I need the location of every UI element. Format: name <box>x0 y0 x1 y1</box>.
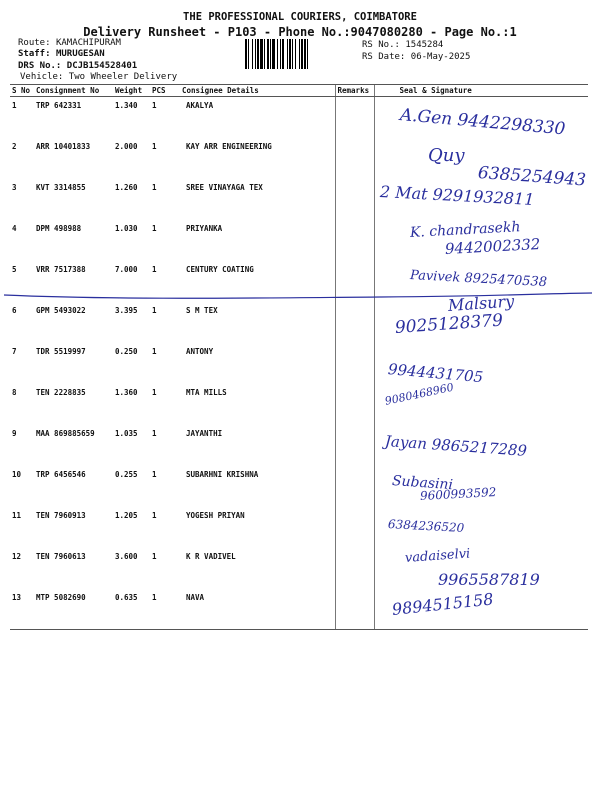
row-pcs: 1 <box>152 470 157 479</box>
col-consignee: Consignee Details <box>180 85 335 97</box>
row-pcs: 1 <box>152 347 157 356</box>
signature-11: 6384236520 <box>387 517 465 535</box>
signature-12-phone: 9965587819 <box>438 570 540 589</box>
row-sno: 7 <box>12 347 17 356</box>
signature-10-phone: 9600993592 <box>419 485 497 503</box>
row-consignee: SUBARHNI KRISHNA <box>186 470 259 479</box>
row-weight: 0.250 <box>115 347 138 356</box>
row-sno: 3 <box>12 183 17 192</box>
signature-9: Jayan 9865217289 <box>384 432 528 460</box>
signature-6: Malsury <box>447 291 515 315</box>
row-weight: 1.205 <box>115 511 138 520</box>
row-weight: 2.000 <box>115 142 138 151</box>
row-consignment-no: KVT 3314855 <box>36 183 86 192</box>
col-sno: S No <box>10 85 34 97</box>
signature-7: 9944431705 <box>387 360 484 387</box>
signature-4: K. chandrasekh <box>409 219 521 241</box>
row-consignee: YOGESH PRIYAN <box>186 511 245 520</box>
row-consignee: ANTONY <box>186 347 214 356</box>
signature-13: 9894515158 <box>391 589 495 619</box>
company-name: THE PROFESSIONAL COURIERS, COIMBATORE <box>183 11 417 23</box>
rs-date-value: 06-May-2025 <box>410 52 471 62</box>
signature-10: Subasini <box>391 473 454 494</box>
signature-2-phone: 6385254943 <box>477 163 587 191</box>
route-label: Route: <box>18 38 51 48</box>
signature-4-phone: 9442002332 <box>444 235 541 258</box>
row-consignee: MTA MILLS <box>186 388 227 397</box>
row-pcs: 1 <box>152 265 157 274</box>
signature-6-phone: 9025128379 <box>394 310 504 338</box>
signature-5: Pavivek 8925470538 <box>409 268 548 291</box>
row-weight: 3.600 <box>115 552 138 561</box>
row-weight: 1.340 <box>115 101 138 110</box>
row-pcs: 1 <box>152 142 157 151</box>
row-consignment-no: TRP 642331 <box>36 101 82 110</box>
row-consignee: CENTURY COATING <box>186 265 254 274</box>
rs-no-label: RS No.: <box>362 40 400 50</box>
row-pcs: 1 <box>152 306 157 315</box>
signature-8: 9080468960 <box>383 380 455 408</box>
col-weight: Weight <box>113 85 150 97</box>
vehicle-label: Vehicle: <box>20 72 64 82</box>
row-consignment-no: TDR 5519997 <box>36 347 86 356</box>
row-pcs: 1 <box>152 101 157 110</box>
row-consignee: S M TEX <box>186 306 218 315</box>
row-sno: 5 <box>12 265 17 274</box>
row-consignment-no: TRP 6456546 <box>36 470 86 479</box>
row-consignee: K R VADIVEL <box>186 552 236 561</box>
row-sno: 11 <box>12 511 22 520</box>
row-sno: 2 <box>12 142 17 151</box>
row-consignee: NAVA <box>186 593 205 602</box>
row-consignment-no: ARR 10401833 <box>36 142 91 151</box>
col-consignment: Consignment No <box>34 85 113 97</box>
row-consignment-no: DPM 498988 <box>36 224 82 233</box>
row-sno: 6 <box>12 306 17 315</box>
row-sno: 1 <box>12 101 17 110</box>
row-consignment-no: MAA 869885659 <box>36 429 95 438</box>
row-weight: 0.635 <box>115 593 138 602</box>
row-consignment-no: MTP 5082690 <box>36 593 86 602</box>
row-pcs: 1 <box>152 511 157 520</box>
signature-3: 2 Mat 9291932811 <box>379 182 535 210</box>
drs-label: DRS No.: <box>18 61 62 71</box>
row-consignee: SREE VINAYAGA TEX <box>186 183 263 192</box>
staff-label: Staff: <box>18 49 51 59</box>
row-consignment-no: GPM 5493022 <box>36 306 86 315</box>
row-sno: 4 <box>12 224 17 233</box>
signature-12: vadaiselvi <box>404 546 471 566</box>
row-weight: 1.260 <box>115 183 138 192</box>
rs-date-label: RS Date: <box>362 52 406 62</box>
row-sno: 8 <box>12 388 17 397</box>
row-weight: 1.360 <box>115 388 138 397</box>
col-remarks: Remarks <box>335 85 374 97</box>
signature-2: Quy <box>428 145 465 166</box>
drs-value: DCJB154528401 <box>66 61 138 71</box>
row-sno: 13 <box>12 593 22 602</box>
row-consignee: KAY ARR ENGINEERING <box>186 142 272 151</box>
row-pcs: 1 <box>152 183 157 192</box>
row-weight: 3.395 <box>115 306 138 315</box>
row-pcs: 1 <box>152 224 157 233</box>
row-consignment-no: TEN 7960613 <box>36 552 86 561</box>
row-consignment-no: TEN 2228835 <box>36 388 86 397</box>
row-consignment-no: VRR 7517388 <box>36 265 86 274</box>
row-sno: 12 <box>12 552 22 561</box>
row-weight: 1.030 <box>115 224 138 233</box>
route-value: KAMACHIPURAM <box>55 38 121 48</box>
row-sno: 9 <box>12 429 17 438</box>
row-consignee: PRIYANKA <box>186 224 223 233</box>
row-weight: 0.255 <box>115 470 138 479</box>
row-pcs: 1 <box>152 593 157 602</box>
col-pcs: PCS <box>150 85 180 97</box>
vehicle-value: Two Wheeler Delivery <box>68 72 178 82</box>
col-seal-signature: Seal & Signature <box>374 85 588 97</box>
row-weight: 7.000 <box>115 265 138 274</box>
row-pcs: 1 <box>152 429 157 438</box>
row-sno: 10 <box>12 470 22 479</box>
rs-no-value: 1545284 <box>405 40 444 50</box>
row-weight: 1.035 <box>115 429 138 438</box>
row-pcs: 1 <box>152 388 157 397</box>
row-consignment-no: TEN 7960913 <box>36 511 86 520</box>
runsheet-title: Delivery Runsheet - P103 - Phone No.:9047080280 - Page No.:1 <box>83 25 517 39</box>
row-consignee: JAYANTHI <box>186 429 223 438</box>
row-pcs: 1 <box>152 552 157 561</box>
row-consignee: AKALYA <box>186 101 214 110</box>
staff-value: MURUGESAN <box>55 49 105 59</box>
signature-1: A.Gen 9442298330 <box>399 105 567 140</box>
